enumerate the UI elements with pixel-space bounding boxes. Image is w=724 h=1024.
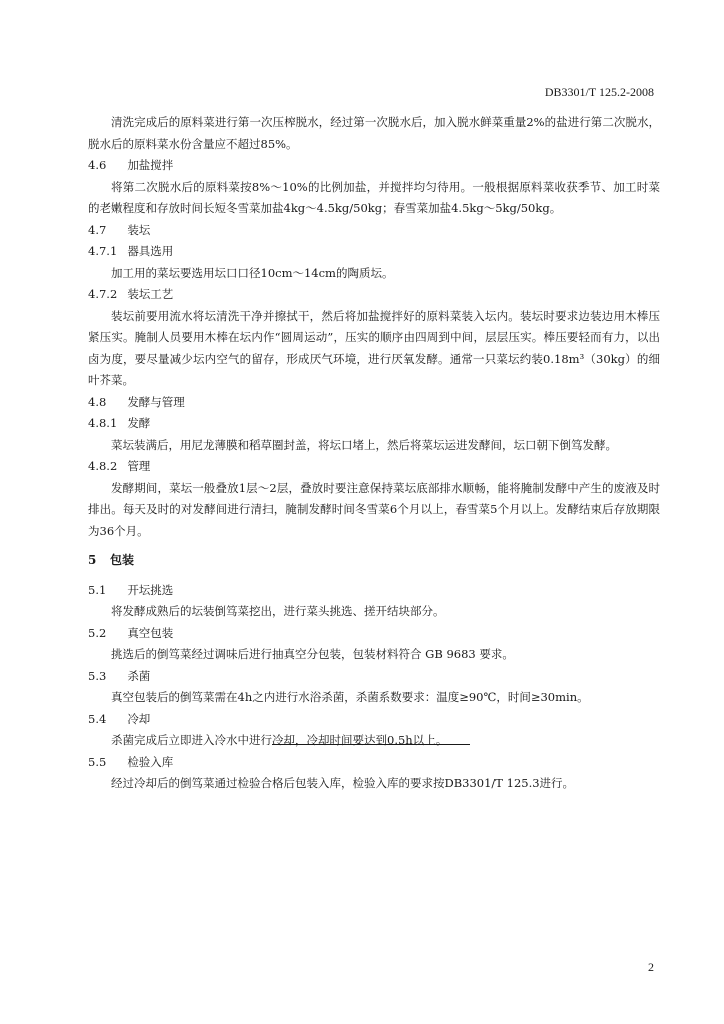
section-heading bbox=[88, 220, 660, 242]
section-title: 检验入库 bbox=[127, 754, 174, 769]
section-title: 装坛工艺 bbox=[127, 287, 174, 301]
paragraph: 发酵期间，菜坛一般叠放1层～2层，叠放时要注意保持菜坛底部排水顺畅，能将腌制发酵中产生的废液及时排出。每天及时的对发酵间进行清扫，腌制发酵时间冬雪菜6个月以上，春雪菜5个月以上。发酵结束后存放期限为36个月。 bbox=[88, 480, 660, 538]
document-code: DB3301/T 125.2-2008 bbox=[544, 85, 654, 99]
section-heading bbox=[88, 580, 660, 602]
section-number: 4.8 bbox=[88, 394, 107, 409]
page-number: 2 bbox=[648, 960, 654, 974]
paragraph: 挑选后的倒笃菜经过调味后进行抽真空分包装，包装材料符合 GB 9683 要求。 bbox=[111, 647, 514, 661]
section-heading bbox=[88, 241, 660, 263]
end-separator-line bbox=[272, 744, 470, 745]
paragraph: 经过冷却后的倒笃菜通过检验合格后包装入库，检验入库的要求按DB3301/T 125.3进行。 bbox=[111, 776, 575, 790]
paragraph: 将第二次脱水后的原料菜按8%～10%的比例加盐，并搅拌均匀待用。一般根据原料菜收获季节、加工时菜的老嫩程度和存放时间长短冬雪菜加盐4kg～4.5kg/50kg；春雪菜加盐4.5kg～5kg/50kg。 bbox=[88, 179, 660, 215]
section-title: 杀菌 bbox=[127, 668, 151, 683]
paragraph: 杀菌完成后立即进入冷水中进行冷却，冷却时间要达到0.5h以上。 bbox=[111, 733, 448, 747]
section-heading bbox=[88, 392, 660, 414]
section-title: 开坛挑选 bbox=[127, 582, 174, 597]
section-number: 5.2 bbox=[88, 625, 107, 640]
section-heading bbox=[88, 666, 660, 688]
section-number: 5.3 bbox=[88, 668, 107, 683]
section-heading bbox=[88, 155, 660, 177]
paragraph: 装坛前要用流水将坛清洗干净并擦拭干，然后将加盐搅拌好的原料菜装入坛内。装坛时要求边装边用木棒压紧压实。腌制人员要用木棒在坛内作“圆周运动”，压实的顺序由四周到中间，层层压实。棒压要轻而有力，以出卤为度，要尽量减少坛内空气的留存，形成厌气环境，进行厌氧发酵。通常一只菜坛约装0.18m³（30kg）的细叶芥菜。 bbox=[88, 308, 660, 387]
section-heading bbox=[88, 623, 660, 645]
paragraph: 清洗完成后的原料菜进行第一次压榨脱水，经过第一次脱水后，加入脱水鲜菜重量2%的盐进行第二次脱水，脱水后的原料菜水份含量应不超过85%。 bbox=[88, 115, 660, 151]
chapter-number: 5 bbox=[88, 553, 97, 567]
section-number: 4.7.1 bbox=[88, 244, 118, 258]
paragraph: 将发酵成熟后的坛装倒笃菜挖出，进行菜头挑选、搓开结块部分。 bbox=[111, 604, 445, 618]
paragraph: 加工用的菜坛要选用坛口口径10cm～14cm的陶质坛。 bbox=[111, 265, 394, 280]
section-heading bbox=[88, 709, 660, 731]
section-heading bbox=[88, 752, 660, 774]
section-title: 真空包装 bbox=[127, 625, 174, 640]
section-title: 加盐搅拌 bbox=[127, 158, 174, 172]
chapter-title: 包装 bbox=[110, 553, 135, 567]
section-heading bbox=[88, 413, 660, 435]
section-number: 4.8.2 bbox=[88, 459, 118, 473]
section-number: 4.7 bbox=[88, 222, 107, 237]
chapter-heading bbox=[88, 550, 660, 572]
section-number: 4.6 bbox=[88, 158, 107, 172]
document-body bbox=[88, 112, 660, 795]
paragraph: 真空包装后的倒笃菜需在4h之内进行水浴杀菌，杀菌系数要求：温度≥90℃，时间≥30min。 bbox=[111, 690, 589, 704]
section-title: 装坛 bbox=[127, 222, 151, 237]
section-title: 发酵与管理 bbox=[127, 394, 185, 409]
section-number: 4.8.1 bbox=[88, 416, 118, 430]
section-heading bbox=[88, 284, 660, 306]
section-number: 5.5 bbox=[88, 754, 107, 769]
paragraph: 菜坛装满后，用尼龙薄膜和稻草圈封盖，将坛口堵上，然后将菜坛运进发酵间，坛口朝下倒笃发酵。 bbox=[111, 437, 617, 452]
section-number: 4.7.2 bbox=[88, 287, 118, 301]
section-title: 冷却 bbox=[127, 711, 151, 726]
section-heading bbox=[88, 456, 660, 478]
section-title: 器具选用 bbox=[127, 244, 174, 258]
section-number: 5.4 bbox=[88, 711, 107, 726]
section-title: 发酵 bbox=[127, 416, 151, 430]
section-number: 5.1 bbox=[88, 582, 107, 597]
section-title: 管理 bbox=[127, 459, 151, 473]
